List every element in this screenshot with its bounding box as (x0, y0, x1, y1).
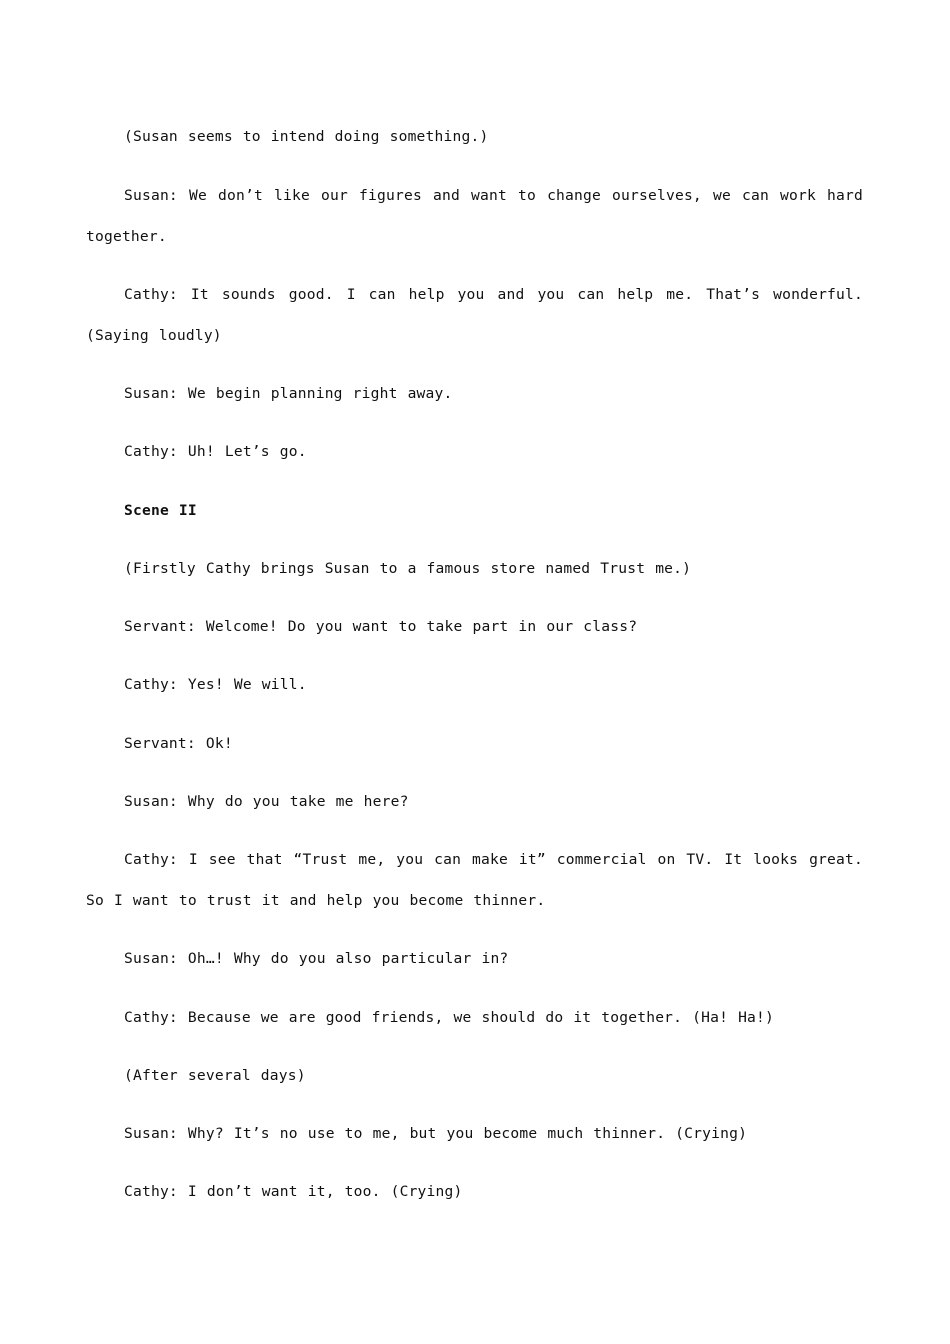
dialogue-line: Servant: Welcome! Do you want to take part in our class? (124, 618, 638, 635)
dialogue-line: Cathy: Uh! Let’s go. (124, 443, 307, 460)
dialogue-line: Cathy: I don’t want it, too. (Crying) (124, 1183, 463, 1200)
dialogue-line: Cathy: Yes! We will. (124, 676, 307, 693)
stage-direction: (Firstly Cathy brings Susan to a famous store named Trust me.) (124, 560, 692, 577)
dialogue-line: Susan: We don’t like our figures and want to change ourselves, we can work hard together. (86, 187, 863, 245)
dialogue-line: Cathy: It sounds good. I can help you and you can help me. That’s wonderful. (Saying loudly) (86, 286, 863, 344)
dialogue-line: Susan: Why? It’s no use to me, but you become much thinner. (Crying) (124, 1125, 748, 1142)
dialogue-line: Susan: Why do you take me here? (124, 793, 409, 810)
dialogue-line: Susan: We begin planning right away. (124, 385, 453, 402)
stage-direction: (After several days) (124, 1067, 306, 1084)
dialogue-line: Cathy: Because we are good friends, we should do it together. (Ha! Ha!) (124, 1009, 775, 1026)
dialogue-line: Cathy: I see that “Trust me, you can make it” commercial on TV. It looks great. So I want to trust it and help you become thinner. (86, 851, 863, 909)
stage-direction: (Susan seems to intend doing something.) (124, 128, 489, 145)
scene-heading: Scene II (124, 502, 197, 519)
dialogue-line: Servant: Ok! (124, 735, 233, 752)
dialogue-line: Susan: Oh…! Why do you also particular in? (124, 950, 509, 967)
